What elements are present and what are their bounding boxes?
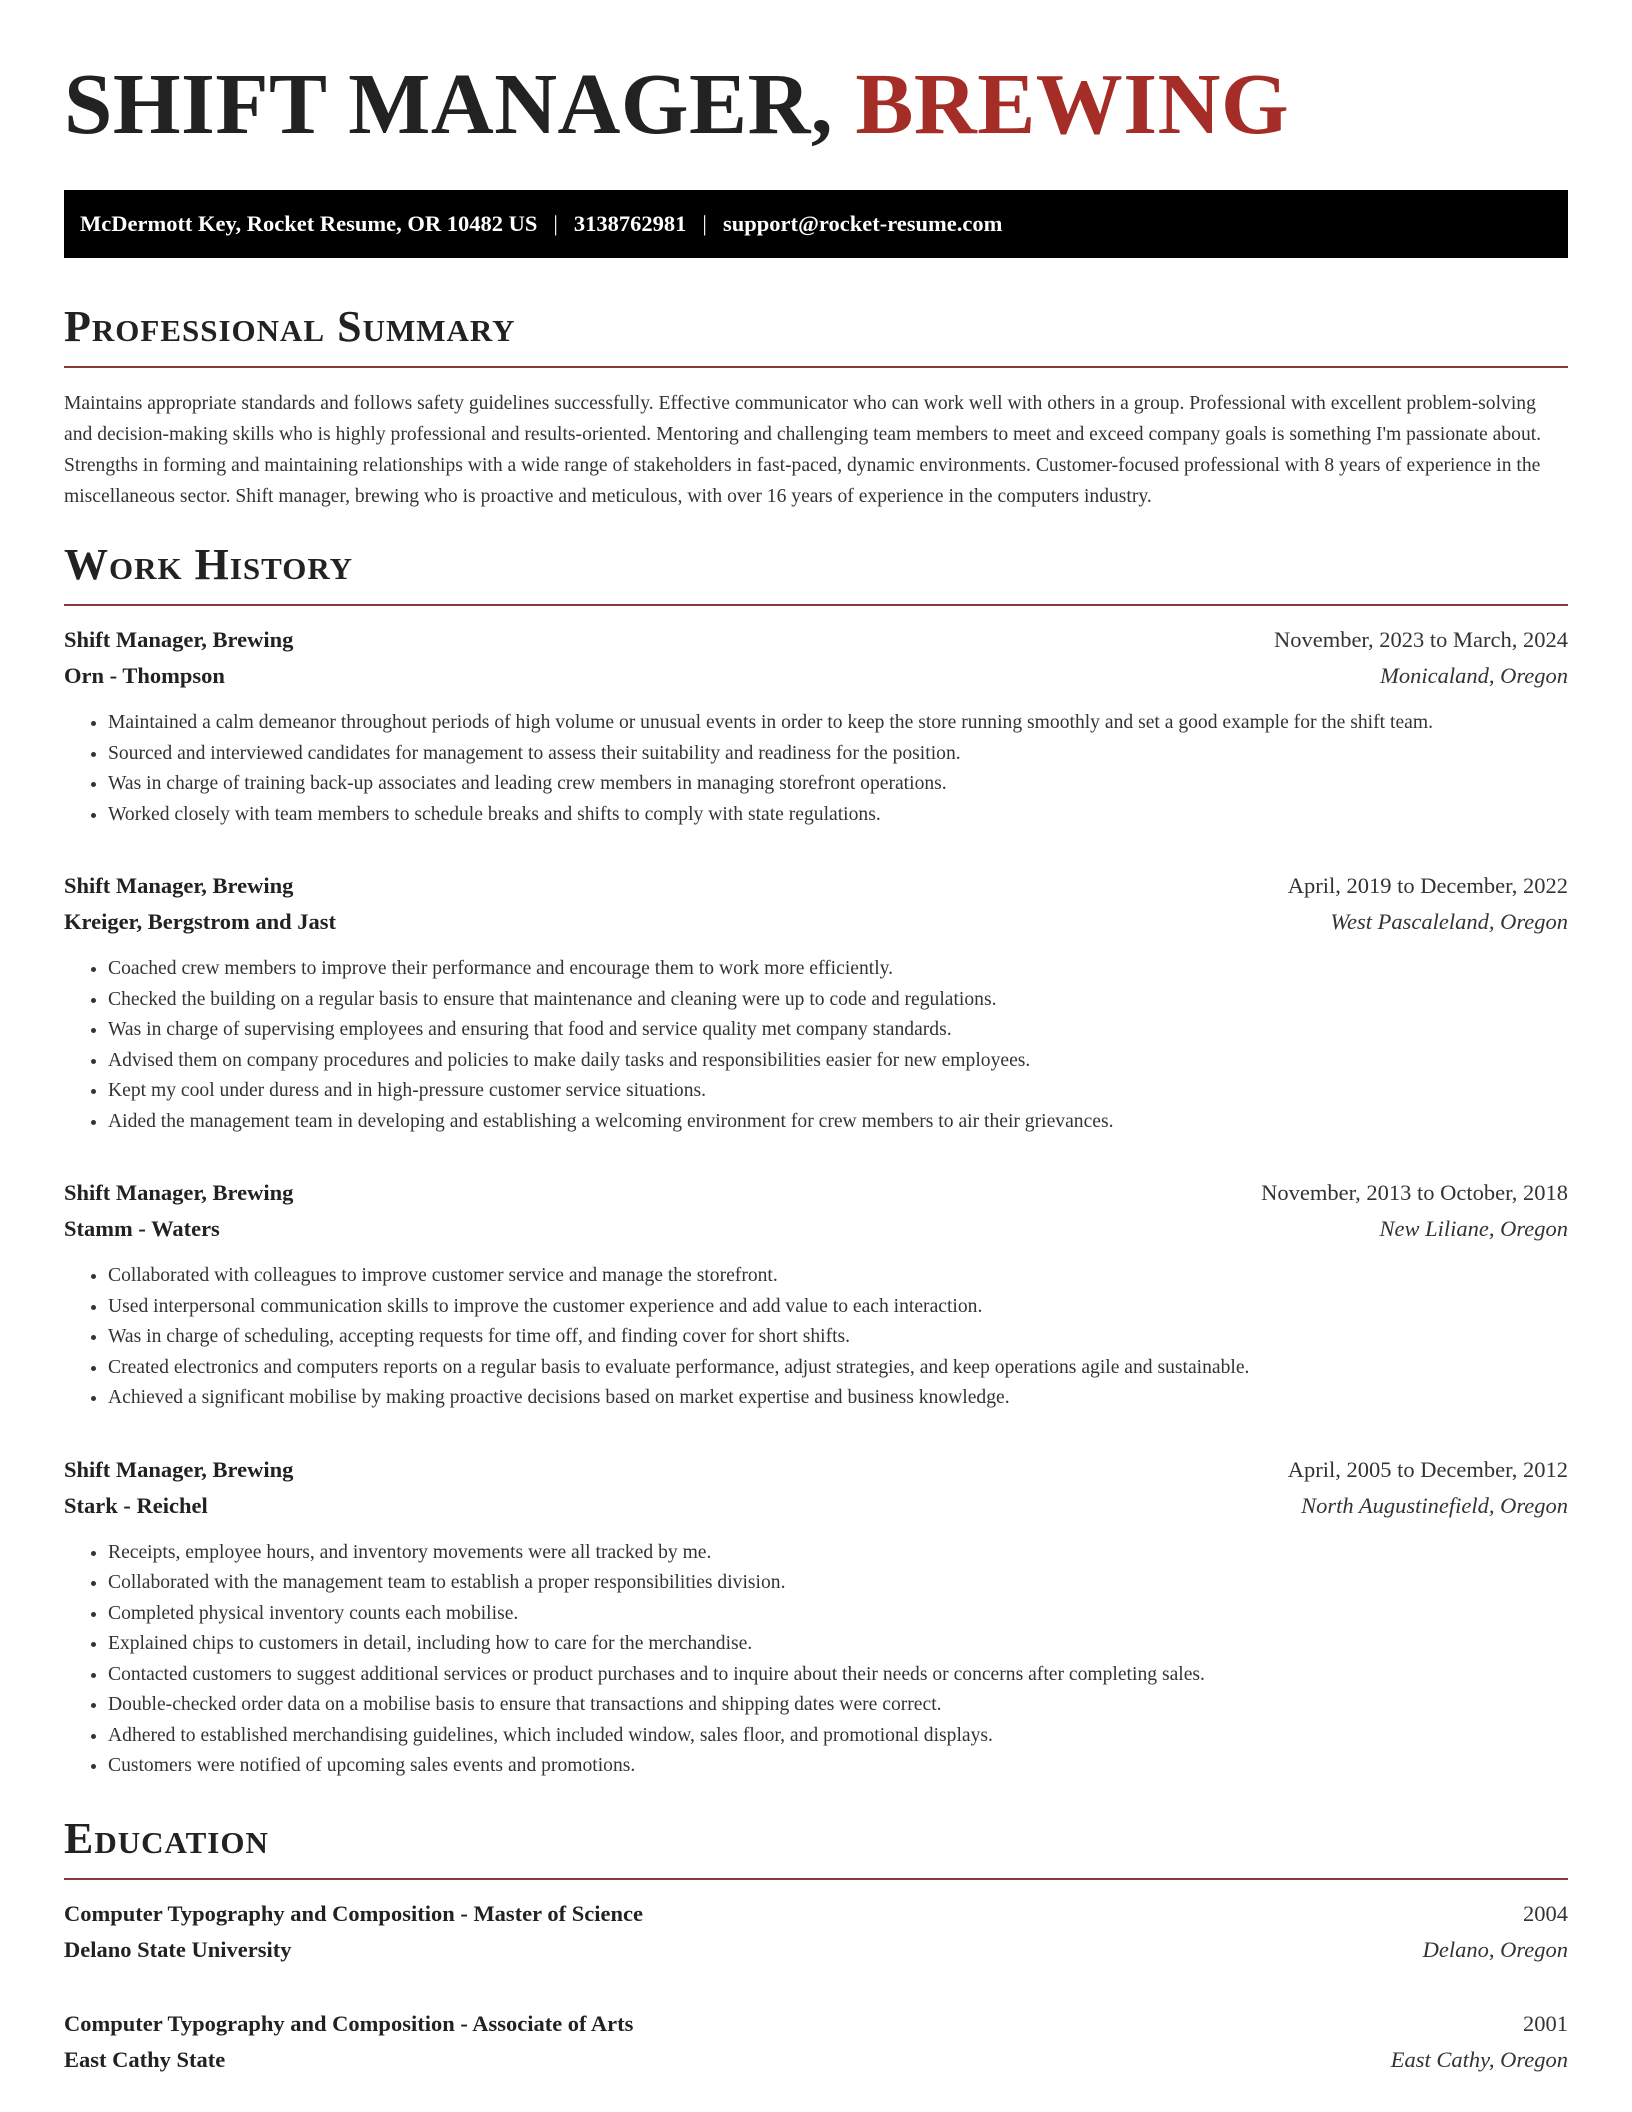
list-item: • Explained chips to customers in detail, including how to care for the merchandise.	[108, 1629, 1568, 1660]
list-item: • Collaborated with the management team to establish a proper responsibilities division.	[108, 1568, 1568, 1599]
job-company-row	[64, 1488, 1568, 1524]
education-section	[64, 1814, 1568, 2078]
edu-degree-row	[64, 2006, 1568, 2042]
job-company-row	[64, 1211, 1568, 1247]
section-heading: Education	[64, 1814, 1568, 1880]
list-item: • Achieved a significant mobilise by making proactive decisions based on market expertise and business knowledge.	[108, 1383, 1568, 1414]
job-title: Shift Manager, Brewing	[64, 1456, 294, 1482]
job-company-row	[64, 658, 1568, 694]
job-bullets	[64, 1261, 1568, 1414]
job-entry	[64, 1452, 1568, 1782]
job-header-row	[64, 868, 1568, 904]
edu-degree: Computer Typography and Composition - Master of Science	[64, 1900, 643, 1926]
list-item: • Receipts, employee hours, and inventory movements were all tracked by me.	[108, 1538, 1568, 1569]
job-location: North Augustinefield, Oregon	[1301, 1492, 1568, 1518]
job-location: West Pascaleland, Oregon	[1330, 909, 1568, 934]
edu-degree-row	[64, 1896, 1568, 1932]
job-company: Stamm - Waters	[64, 1216, 220, 1241]
edu-degree: Computer Typography and Composition - Associate of Arts	[64, 2010, 634, 2036]
job-header-row	[64, 622, 1568, 658]
job-bullets	[64, 708, 1568, 830]
list-item: • Kept my cool under duress and in high-pressure customer service situations.	[108, 1076, 1568, 1107]
list-item: • Contacted customers to suggest additional services or product purchases and to inquire about their needs or concerns after completing sales.	[108, 1660, 1568, 1691]
job-location: Monicaland, Oregon	[1380, 663, 1568, 688]
edu-school: East Cathy State	[64, 2046, 226, 2072]
list-item: • Double-checked order data on a mobilise basis to ensure that transactions and shipping dates were correct.	[108, 1690, 1568, 1721]
education-entry	[64, 2006, 1568, 2078]
edu-school-row	[64, 1932, 1568, 1968]
contact-phone: 3138762981	[573, 211, 687, 236]
work-history-section	[64, 540, 1568, 1782]
list-item: • Sourced and interviewed candidates for management to assess their suitability and readiness for the position.	[108, 739, 1568, 770]
job-entry	[64, 868, 1568, 1137]
list-item: • Advised them on company procedures and policies to make daily tasks and responsibilities easier for new employees.	[108, 1046, 1568, 1077]
list-item: • Adhered to established merchandising guidelines, which included window, sales floor, and promotional displays.	[108, 1721, 1568, 1752]
job-dates: November, 2013 to October, 2018	[1261, 1180, 1568, 1205]
section-heading: Work History	[64, 540, 1568, 606]
edu-location: East Cathy, Oregon	[1390, 2046, 1568, 2072]
job-dates: November, 2023 to March, 2024	[1273, 627, 1568, 652]
job-header-row	[64, 1175, 1568, 1211]
summary-text: Maintains appropriate standards and follows safety guidelines successfully. Effective communicator who can work well with others in a group. Professional with excellent problem-solving and decision-making skills who is highly professional and results-oriented. Mentoring and challenging team members to meet and exceed company goals is something I'm passionate about. Strengths in forming and maintaining relationships with a wide range of stakeholders in fast-paced, dynamic environments. Customer-focused professional with 8 years of experience in the miscellaneous sector. Shift manager, brewing who is proactive and meticulous, with over 16 years of experience in the computers industry.	[64, 393, 1542, 507]
job-entry	[64, 1175, 1568, 1414]
list-item: • Was in charge of scheduling, accepting requests for time off, and finding cover for short shifts.	[108, 1322, 1568, 1353]
professional-summary-section	[64, 302, 1568, 512]
edu-school: Delano State University	[64, 1936, 292, 1962]
list-item: • Collaborated with colleagues to improve customer service and manage the storefront.	[108, 1261, 1568, 1292]
title-accent: BREWING	[855, 55, 1290, 152]
job-dates: April, 2005 to December, 2012	[1287, 1456, 1568, 1482]
job-bullets	[64, 1538, 1568, 1782]
contact-bar	[64, 190, 1568, 258]
list-item: • Maintained a calm demeanor throughout periods of high volume or unusual events in order to keep the store running smoothly and set a good example for the shift team.	[108, 708, 1568, 739]
list-item: • Aided the management team in developing and establishing a welcoming environment for crew members to air their grievances.	[108, 1107, 1568, 1138]
job-header-row	[64, 1452, 1568, 1488]
job-bullets	[64, 954, 1568, 1137]
list-item: • Customers were notified of upcoming sales events and promotions.	[108, 1751, 1568, 1782]
job-company: Stark - Reichel	[64, 1492, 208, 1518]
job-dates: April, 2019 to December, 2022	[1287, 873, 1568, 898]
edu-location: Delano, Oregon	[1422, 1936, 1568, 1962]
edu-year: 2001	[1523, 2010, 1568, 2036]
contact-email[interactable]: support@rocket-resume.com	[722, 211, 1003, 236]
list-item: • Was in charge of supervising employees and ensuring that food and service quality met company standards.	[108, 1015, 1568, 1046]
job-location: New Liliane, Oregon	[1379, 1216, 1568, 1241]
job-company: Kreiger, Bergstrom and Jast	[64, 909, 337, 934]
job-title: Shift Manager, Brewing	[64, 873, 294, 898]
edu-school-row	[64, 2042, 1568, 2078]
job-title: Shift Manager, Brewing	[64, 627, 294, 652]
edu-year: 2004	[1523, 1900, 1568, 1926]
education-entry	[64, 1896, 1568, 1968]
resume-title	[64, 55, 1568, 152]
list-item: • Created electronics and computers reports on a regular basis to evaluate performance, adjust strategies, and keep operations agile and sustainable.	[108, 1353, 1568, 1384]
job-company: Orn - Thompson	[64, 663, 225, 688]
contact-separator: |	[553, 211, 558, 236]
job-company-row	[64, 904, 1568, 940]
list-item: • Completed physical inventory counts each mobilise.	[108, 1599, 1568, 1630]
list-item: • Coached crew members to improve their performance and encourage them to work more efficiently.	[108, 954, 1568, 985]
list-item: • Checked the building on a regular basis to ensure that maintenance and cleaning were up to code and regulations.	[108, 985, 1568, 1016]
list-item: • Worked closely with team members to schedule breaks and shifts to comply with state regulations.	[108, 800, 1568, 831]
job-title: Shift Manager, Brewing	[64, 1180, 294, 1205]
job-entry	[64, 622, 1568, 830]
contact-separator: |	[702, 211, 707, 236]
list-item: • Was in charge of training back-up associates and leading crew members in managing storefront operations.	[108, 769, 1568, 800]
contact-address: McDermott Key, Rocket Resume, OR 10482 US	[80, 211, 538, 236]
list-item: • Used interpersonal communication skills to improve the customer experience and add value to each interaction.	[108, 1292, 1568, 1323]
section-heading: Professional Summary	[64, 302, 1568, 368]
title-main: SHIFT MANAGER,	[64, 55, 834, 152]
